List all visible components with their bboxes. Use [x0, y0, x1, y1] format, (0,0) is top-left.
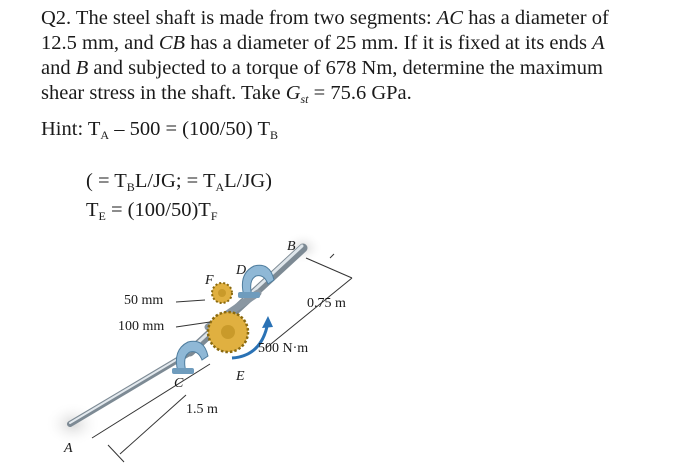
- hint-middle: – 500 = (100/50) T: [109, 118, 271, 140]
- end-a: A: [592, 32, 605, 54]
- label-100mm: 100 mm: [118, 319, 165, 334]
- hint-sub-b: B: [270, 128, 279, 142]
- point-f: F: [205, 273, 214, 288]
- gear-f-hub: [218, 289, 226, 297]
- question-line2a: 12.5 mm, and: [41, 32, 159, 54]
- point-d: D: [236, 263, 247, 278]
- label-075m: 0.75 m: [307, 296, 346, 311]
- segment-cb: CB: [158, 32, 186, 54]
- torque-arrow-head: [262, 316, 273, 328]
- question-line3b: and subjected to a torque of 678 Nm, determine the maximum: [88, 57, 603, 79]
- question-line1b: has a diameter of: [463, 7, 609, 29]
- gear-e-hub: [221, 325, 235, 339]
- note1-sub-a: A: [215, 180, 225, 194]
- dim-15m-tick: [108, 445, 124, 462]
- dim-ext-b: [306, 258, 352, 278]
- dim-075m: [266, 278, 352, 348]
- shear-modulus-symbol: G: [285, 82, 301, 104]
- end-b: B: [75, 57, 89, 79]
- question-line4b: = 75.6 GPa.: [308, 82, 412, 104]
- question-line3a: and: [41, 57, 76, 79]
- label-torque: 500 N·m: [258, 341, 309, 356]
- note1-sub-b: B: [126, 180, 135, 194]
- hint-prefix: Hint: T: [41, 118, 101, 140]
- point-a: A: [64, 441, 73, 456]
- hint-sub-a: A: [100, 128, 110, 142]
- question-line4a: shear stress in the shaft. Take: [41, 82, 286, 104]
- note2-sub-f: F: [210, 209, 218, 223]
- segment-ac: AC: [436, 7, 464, 29]
- dim-15m: [120, 395, 186, 454]
- note1-part-a: ( = T: [86, 170, 127, 192]
- leader-50mm: [176, 300, 205, 302]
- note1-part-c: L/JG): [224, 170, 272, 192]
- label-50mm: 50 mm: [124, 293, 164, 308]
- dim-tick-b: [330, 254, 334, 258]
- point-b: B: [287, 239, 296, 254]
- point-c: C: [174, 376, 184, 391]
- note2-sub-e: E: [98, 209, 106, 223]
- point-e: E: [236, 369, 245, 384]
- shear-modulus-subscript: st: [300, 92, 309, 106]
- label-15m: 1.5 m: [186, 402, 218, 417]
- note2-part-b: = (100/50)T: [105, 199, 211, 221]
- question-line2b: has a diameter of 25 mm. If it is fixed at its ends: [185, 32, 593, 54]
- note1-part-b: L/JG; = T: [134, 170, 216, 192]
- note2-part-a: T: [86, 199, 99, 221]
- question-line1: Q2. The steel shaft is made from two segments:: [41, 7, 437, 29]
